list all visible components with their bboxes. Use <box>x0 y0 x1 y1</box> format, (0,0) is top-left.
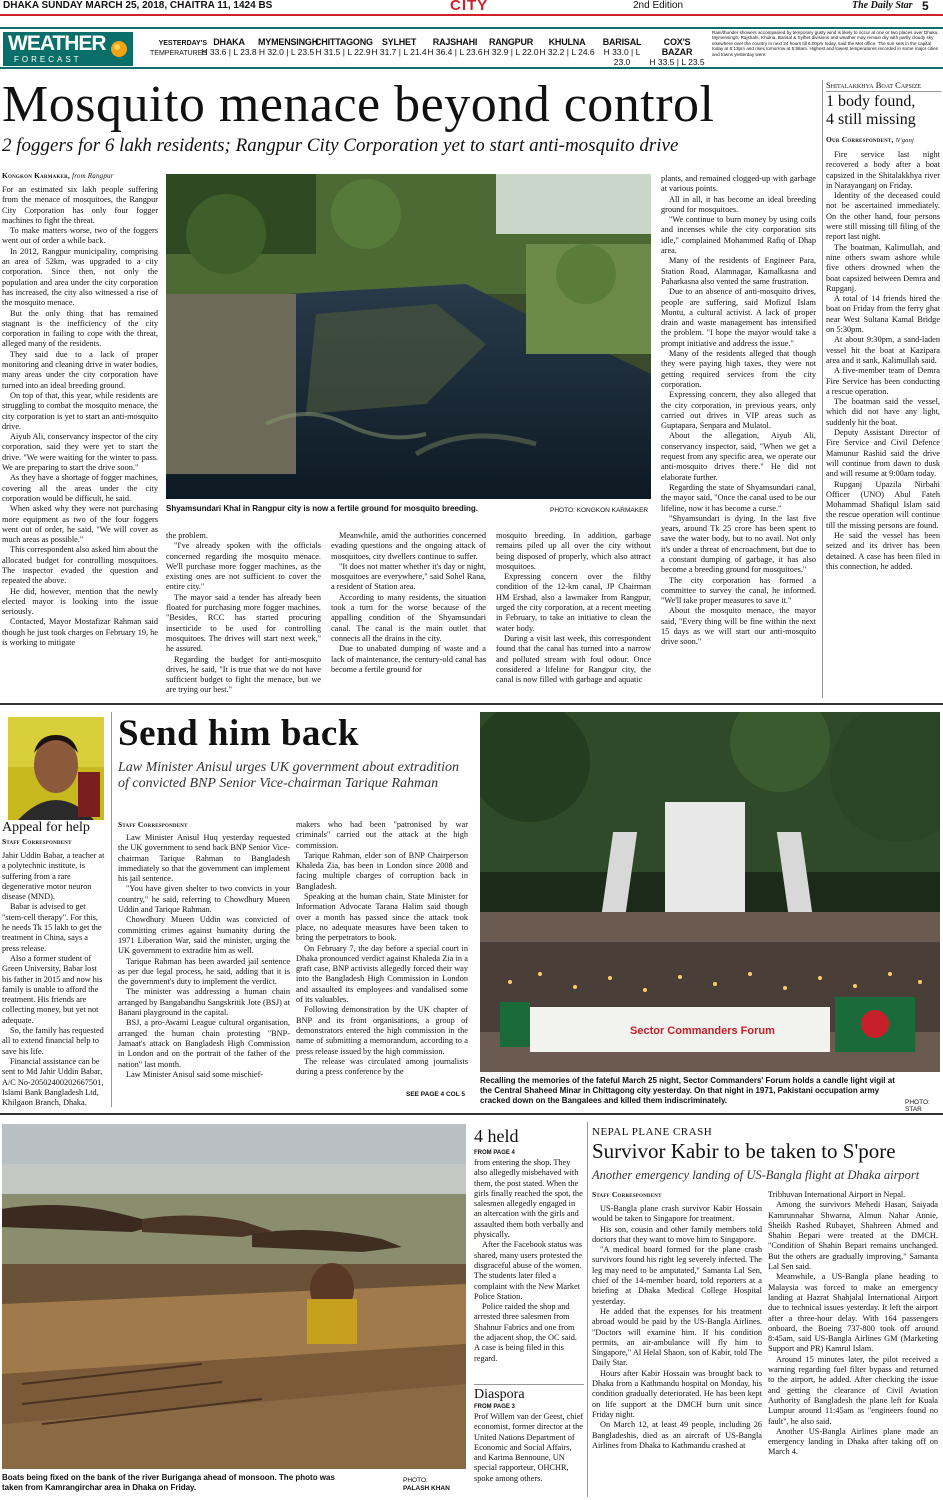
weather-city-name: KHULNA <box>548 37 586 47</box>
lead-col2 <box>166 531 321 695</box>
vigil-caption: Recalling the memories of the fateful March 25 night, Sector Commanders' Forum holds a candle light vigil at the Central Shaheed Minar in Chittagong city yesterday. On that night in 1971, Pakistani occupation army cracked down on the Bangalees and killed them indiscriminately. <box>480 1076 895 1105</box>
paragraph: At about 9:30pm, a sand-laden vessel hit the boat at Kazipara area and it sank, Kalimullah said. <box>826 335 940 365</box>
lead-col4 <box>496 531 651 695</box>
diaspora-headline: Diaspora <box>474 1387 525 1402</box>
weather-city <box>483 37 539 63</box>
babar-portrait <box>8 717 104 820</box>
boat-body <box>826 150 940 695</box>
kabir-kicker: NEPAL PLANE CRASH <box>592 1126 713 1138</box>
paragraph: "It does not matter whether it's day or night, mosquitoes are everywhere," said Sohel Rana, a resident of Station area. <box>331 561 486 592</box>
yesterday-label: YESTERDAY'S TEMPERATURES <box>150 40 208 57</box>
sendback-headline: Send him back <box>118 713 359 754</box>
weather-city <box>427 37 483 63</box>
canal-photo-credit: PHOTO: KONGKON KARMAKER <box>550 507 649 514</box>
paragraph: Babar is advised to get "stem-cell therapy". For this, he needs Tk 15 lakh to get the treatment in China, says a press release. <box>2 902 102 953</box>
paragraph: Due to unabated dumping of waste and a lack of maintenance, the century-old canal has become a fertile ground for <box>331 644 486 674</box>
weather-city-name: RAJSHAHI <box>432 37 478 47</box>
paragraph: On top of that, this year, while residents are struggling to combat the mosquito menace, the city corporation is yet to start an anti-mosquito drive. <box>2 390 158 431</box>
weather-band <box>0 27 943 69</box>
appeal-title: Appeal for help <box>2 820 90 835</box>
dateline: DHAKA SUNDAY MARCH 25, 2018, CHAITRA 11, 1424 BS <box>3 0 273 11</box>
weather-city-temps: H 31.5 | L 22.9 <box>315 47 371 57</box>
paragraph: BSJ, a pro-Awami League cultural organisation, arranged the human chain protesting "BNP-Jamaat's attack on Bangladesh High Commission in London and on the portrait of the father of the nation" last month. <box>118 1018 290 1069</box>
paragraph: His son, cousin and other family members told doctors that they want to move him to Singapore. <box>592 1224 762 1244</box>
boats-caption: Boats being fixed on the bank of the river Buriganga ahead of monsoon. The photo was taken from Kamrangirchar area in Dhaka on Friday. <box>2 1473 335 1492</box>
paragraph: He did, however, mention that the newly elected mayor is looking into the issue seriously. <box>2 586 158 617</box>
paragraph: He said the vessel has been seized and its driver has been detained. A case has been filed in this connection, he added. <box>826 530 940 571</box>
sendback-jump: SEE PAGE 4 COL 5 <box>406 1091 466 1098</box>
weather-city-name: RANGPUR <box>488 37 534 47</box>
weather-city-temps: H 32.0 | L 23.5 <box>258 47 315 57</box>
paragraph: the problem. <box>166 531 208 540</box>
lead-byline: Kongkon Karmaker, from Rangpur <box>2 171 114 180</box>
weather-title: WEATHER <box>8 32 106 55</box>
paragraph: The release was circulated among journalists during a press conference by the <box>296 1056 468 1077</box>
weather-city-temps: H 31.7 | L 21.4 <box>371 47 427 57</box>
paragraph: Contacted, Mayor Mostafizar Rahman said though he just took charges on February 19, he is working to mitigate <box>2 617 158 648</box>
paragraph: But the only thing that has remained stagnant is the inefficiency of the city corporation in failing to cope with the threat, alleged many of the residents. <box>2 308 158 349</box>
fourheld-body <box>474 1158 584 1384</box>
paragraph: Deputy Assistant Director of Fire Service and Civil Defence Mamunur Rashid said the drive will continue from dawn to dusk and will resume at 9:00am today. <box>826 428 940 479</box>
paragraph: As they have a shortage of fogger machines, covering all the areas under the city corporation would be difficult, he said. <box>2 473 158 503</box>
kabir-headline: Survivor Kabir to be taken to S'pore <box>592 1139 896 1163</box>
lead-col5 <box>661 174 816 695</box>
paragraph: On March 12, at least 49 people, including 26 Bangladeshis, died as an aircraft of US-Bangla Airlines from Dhaka to Kathmandu crashed at <box>592 1420 762 1450</box>
weather-title-box <box>3 32 133 66</box>
paragraph: "I've already spoken with the officials concerned regarding the mosquito menace. We'll purchase more fogger machines, as the existing ones are not sufficient to cover the entire city." <box>166 541 321 592</box>
canal-photo-image <box>166 174 651 499</box>
paragraph: Meanwhile, amid the authorities concerned evading questions and the ongoing attack of mosquitoes, city dwellers continue to suffer. <box>331 531 486 561</box>
paragraph: Tarique Rahman, elder son of BNP Chairperson Khaleda Zia, has been in London since 2008 and facing multiple charges of corruption back in Bangladesh. <box>296 850 468 891</box>
paragraph: The minister was addressing a human chain arranged by Bangabandhu Sangskritik Jote (BSJ) at Banani playground in the capital. <box>118 987 290 1018</box>
paragraph: Due to an absence of anti-mosquito drives, people are suffering, said Mofizul Islam Montu, a cultural activist. A lack of proper drain and waste management has intensified the problem. "I hope the mayor would take a prompt initiative and address the issue." <box>661 287 816 348</box>
paragraph: All in all, it has become an ideal breeding ground for mosquitoes. <box>661 194 816 214</box>
weather-subtitle: FORECAST <box>14 55 82 64</box>
paragraph: The boatman said the vessel, which did not have any light, suddenly hit the boat. <box>826 397 940 427</box>
masthead-logo: The Daily Star <box>852 0 913 11</box>
paragraph: Law Minister Anisul said some mischief- <box>126 1069 264 1079</box>
paragraph: They said due to a lack of proper monitoring and cleaning drive in water bodies, many areas under the city corporation have turned into an ideal breeding ground. <box>2 349 158 390</box>
weather-city-name: BARISAL <box>602 37 642 47</box>
weather-city-name: DHAKA <box>213 37 245 47</box>
weather-city-name: CHITTAGONG <box>315 37 373 47</box>
paragraph: About the mosquito menace, the mayor said, "Every thing will be fine within the next 15 days as we will start our anti-mosquito drive soon." <box>661 606 816 647</box>
weather-city <box>200 37 258 63</box>
paragraph: In 2012, Rangpur municipality, comprising an area of 52km, was upgraded to a city corporation. Since then, not only the population and area under the city corporation has increased, the city also witnessed a rise of the mosquito menace. <box>2 246 158 308</box>
lead-subhead: 2 foggers for 6 lakh residents; Rangpur City Corporation yet to start anti-mosquito drive <box>2 135 679 156</box>
paragraph: Police raided the shop and arrested three salesmen from Shahnur Fabrics and one from the adjacent shop, the OC said. A case is being filed in this regard. <box>474 1302 577 1363</box>
paragraph: Hours after Kabir Hossain was brought back to Dhaka from a Kathmandu hospital on Monday, his condition gradually deteriorated. He has been kept on life support at the DMCH burn unit since Friday night. <box>592 1368 762 1419</box>
fourheld-from: FROM PAGE 4 <box>474 1150 515 1156</box>
paragraph: Around 15 minutes later, the pilot received a warning regarding fuel filter bypass and returned to the airport, he added. After checking the issue and getting the clearance of Civil Aviation Authority of Bangladesh the plane left for Kuala Lumpur around 11:45am as "engineers found no fault", he also said. <box>768 1354 938 1426</box>
paragraph: Tarique Rahman has been awarded jail sentence as per due legal process, he said, adding that it is the government's duty to implement the verdict. <box>118 956 290 987</box>
weather-city <box>649 37 705 67</box>
weather-city-name: SYLHET <box>381 37 417 47</box>
boat-kicker: Shitalakkhya Boat Capsize <box>826 80 922 90</box>
fourheld-headline: 4 held <box>474 1126 519 1146</box>
kabir-col1 <box>592 1204 762 1498</box>
paragraph: "A medical board formed for the plane crash survivors found his right leg severely infected. The leg may need to be amputated," Samanta Lal Sen, chief of the 14-member board, told reporters at a briefing at Dhaka Medical College Hospital yesterday. <box>592 1245 762 1306</box>
boats-credit: PHOTO: PALASH KHAN <box>403 1477 450 1492</box>
paragraph: So, the family has requested all to extend financial help to save his life. <box>2 1026 104 1056</box>
weather-cities <box>200 37 705 67</box>
paragraph: Prof Willem van der Geest, chief economist, former director at the United Nations Department of Economic and Social Affairs, and Karima Bennoune, UN special rapporteur, OHCHR, spoke among others. <box>474 1412 584 1483</box>
kabir-byline: Staff Correspondent <box>592 1190 662 1199</box>
paragraph: Many of the residents alleged that though they were paying high taxes, they were not getting required services from the city corporation. <box>661 349 816 389</box>
paragraph: Another US-Bangla Airlines plane made an emergency landing in Dhaka after taking off on March 4. <box>768 1426 938 1457</box>
paragraph: Law Minister Anisul Huq yesterday requested the UK government to send back BNP Senior Vice-chairman Tarique Rahman to Bangladesh immediately so that the government can implement his jail sentence. <box>118 833 290 884</box>
paragraph: "We continue to burn money by using coils and incenses while the city corporation sits idle," complained Mohammed Rafiq of Dhap area. <box>661 215 816 256</box>
vigil-banner-text: Sector Commanders Forum <box>630 1025 775 1037</box>
weather-city <box>595 37 649 67</box>
kabir-col2 <box>768 1190 938 1498</box>
paragraph: On February 7, the day before a special court in Dhaka pronounced verdict against Khaleda Zia in a graft case, BNP activists allegedly forced their way into the Bangladesh High Commission in London and assaulted its employees and vandalised some of its valuables. <box>296 943 468 1005</box>
paragraph: Also a former student of Green University, Babar lost his father in 2015 and now his family is unable to afford the treatment. His friends are collecting money, but yet not adequate. <box>2 953 103 1025</box>
sendback-col1 <box>118 833 290 1105</box>
paragraph: Chowdhury Mueen Uddin was convicted of committing crimes against humanity during the 1971 Liberation War, said the minister, urging the UK government to extradite him as well. <box>118 915 290 956</box>
paragraph: Following demonstration by the UK chapter of BNP and its front organisations, a group of demonstrators entered the high commission in the name of submitting a memorandum, according to a press release issued by the high commission. <box>296 1005 468 1056</box>
paragraph: "Shyamsundari is dying. In the last five years, around Tk 25 crore has been spent to save the water body, but to no avail. Not only it's under a threat of encroachment, but due to a constant dumping of garbage, it has also become a breeding ground for mosquitoes." <box>661 513 816 575</box>
vigil-credit: PHOTO: STAR <box>905 1099 930 1113</box>
weather-city-temps: H 36.4 | L 23.6 <box>427 47 483 57</box>
boat-headline: 1 body found, 4 still missing <box>826 93 916 128</box>
paragraph: Fire service last night recovered a body after a boat capsized in the Shitalakkhya river in Narayanganj on Friday. <box>826 150 940 190</box>
paragraph: Speaking at the human chain, State Minister for Information Advocate Tarana Halim said though over a month has passed since the attack took place, no adequate measures have been taken to bring the perpetrators to book. <box>296 892 468 943</box>
paragraph: The mayor said a tender has already been floated for purchasing more fogger machines. "Besides, RCC has started procuring insecticide to be used for controlling mosquitoes. The drives will start next week," he assured. <box>166 592 321 654</box>
weather-city <box>371 37 427 63</box>
weather-city <box>539 37 595 63</box>
lead-col1 <box>2 185 158 695</box>
edition-label: 2nd Edition <box>633 0 684 11</box>
weather-city-name: COX'S BAZAR <box>661 37 693 57</box>
paragraph: When asked why they were not purchasing more equipment as two of the four foggers went out of order, he said, "We will cover as much areas as possible." <box>2 504 158 545</box>
sun-icon <box>108 38 130 60</box>
appeal-byline: Staff Correspondent <box>2 837 72 846</box>
paragraph: Jahir Uddin Babar, a teacher at a polytechnic institute, is suffering from a rare degenerative motor neuron disease (MND). <box>2 851 105 902</box>
page-header <box>0 0 943 14</box>
page-number: 5 <box>922 0 929 13</box>
canal-photo-caption: Shyamsundari Khal in Rangpur city is now a fertile ground for mosquito breeding. <box>166 504 479 513</box>
paragraph: Many of the residents of Engineer Para, Station Road, Alamnagar, Kamalkasna and Paharkasna also vented the same frustration. <box>661 256 816 286</box>
lead-col3 <box>331 531 486 695</box>
weather-city-temps: H 32.9 | L 22.0 <box>483 47 539 57</box>
paragraph: Expressing concern, they also alleged that the city corporation, in previous years, only carried out drives in VIP areas such as Guptapara, Senpara and Mulatol. <box>661 390 816 431</box>
paragraph: He added that the expenses for his treatment abroad would be paid by the US-Bangla Airlines. "Doctors will examine him. If his condition permits, an air-ambulance will fly him to Singapore," Al Helal Shaon, son of Kabir, told The Daily Star. <box>592 1306 762 1368</box>
section-name: CITY <box>450 0 489 14</box>
diaspora-from: FROM PAGE 3 <box>474 1404 515 1410</box>
canal-photo <box>166 174 651 499</box>
paragraph: US-Bangla plane crash survivor Kabir Hossain would be taken to Singapore for treatment. <box>592 1204 762 1224</box>
weather-city-temps: H 33.0 | L 23.0 <box>603 47 641 67</box>
paragraph: The boatman, Kalimullah, and nine others swam ashore while five others drowned when the boat capsized between Demra and Rupganj. <box>826 242 940 293</box>
paragraph: Financial assistance can be sent to Md Jahir Uddin Babar, A/C No-20502400202667501, Islami Bank Bangladesh Ltd, Khilgaon Branch, Dhaka. <box>2 1056 104 1108</box>
boat-byline: Our Correspondent, N'ganj <box>826 135 915 144</box>
paragraph: Identity of the deceased could not be ascertained immediately. On the other hand, four persons were still missing till filing of the report last night. <box>826 191 940 242</box>
weather-city-temps: H 33.5 | L 23.5 <box>649 57 705 67</box>
paragraph: "You have given shelter to two convicts in your country," he said, referring to Chowdhury Mueen Uddin and Tarique Rahman. <box>118 884 290 915</box>
paragraph: Meanwhile, a US-Bangla plane heading to Malaysia was forced to make an emergency landing at Hazrat Shahjalal International Airport due to technical issues yesterday. It left the airport after a three-hour delay. With 164 passengers onboard, the Boeing 737-800 took off around 8:45am, said US-Bangla Airlines GM (Marketing Support and PR) Kamrul Islam. <box>768 1272 938 1354</box>
paragraph: Regarding the state of Shyamsundari canal, the mayor said, "Once the canal used to be our lifeline, now it has become a curse." <box>661 482 816 513</box>
paragraph: Aiyub Ali, conservancy inspector of the city corporation, said they were yet to start the drive. "We were waiting for the winter to pass. We are preparing to start the drive soon." <box>2 432 158 473</box>
paragraph: from entering the shop. They also allegedly misbehaved with them, the post stated. When the girls finally reached the spot, the salesmen allegedly engaged in an altercation with the girls and assaulted them both verbally and physically. <box>474 1158 584 1240</box>
weather-city-temps: H 32.2 | L 24.6 <box>539 47 595 57</box>
paragraph: Regarding the budget for anti-mosquito drives, he said, "It is true that we do not have sufficient budget to fight the menace, but we are trying our best." <box>166 654 321 695</box>
paragraph: After the Facebook status was shared, many users protested the disgraceful abuse of the women. The students later filed a complaint with the New Market Police Station. <box>474 1240 583 1301</box>
lead-headline: Mosquito menace beyond control <box>2 76 715 133</box>
weather-city-name: MYMENSINGH <box>258 37 319 47</box>
appeal-body <box>2 851 106 1111</box>
weather-city <box>258 37 319 63</box>
paragraph: About the allegation, Aiyub Ali, conservancy inspector, said, "When we get a request from any specific area, we operate our anti-mosquito drives there." He did not elaborate further. <box>661 431 816 482</box>
sendback-col2 <box>296 820 468 1092</box>
weather-city-temps: H 33.6 | L 23.8 <box>201 47 257 57</box>
diaspora-body <box>474 1412 584 1496</box>
paragraph: During a visit last week, this correspondent found that the canal has turned into a narrow and polluted stream with foul odour. Once considered a lifeline for Rangpur city, the canal is now filled with garbage and aquatic <box>496 633 651 685</box>
paragraph: This correspondent also asked him about the allocated budget for controlling mosquitoes. The inspector evaded the question and repeated the above. <box>2 545 158 586</box>
paragraph: For an estimated six lakh people suffering from the menace of mosquitoes, the Rangpur City Corporation has only four fogger machines to fight the threat. <box>2 185 158 225</box>
paragraph: The city corporation has formed a committee to survey the canal, he informed. "We'll take proper measures to save it." <box>661 575 816 606</box>
paragraph: Rupganj Upazila Nirbahi Officer (UNO) Abul Fateh Mohammad Shafiqul Islam said the rescue operation will continue till the missing persons are found. <box>826 479 940 530</box>
weather-city <box>315 37 371 63</box>
weather-forecast-text: Rain/thunder showers accompanied by temporary gusty wind is likely to occur at one or two places over Dhaka, Mymensingh, Rajshahi, Khulna, Barisal & Sylhet divisions and weather may remain dry with partly cloudy sky elsewhere over the country in next 24 hours till 6:00pm today, said the Met office. The sun sets in the capital today at 6:13pm and rises tomorrow at 5:58am. Highest and lowest temperatures recorded in some major cities and towns yesterday were: <box>712 30 939 57</box>
paragraph: Tribhuvan International Airport in Nepal. <box>768 1190 906 1199</box>
paragraph: Among the survivors Mehedi Hasan, Saiyada Kamrunnahar Shwarna, Almun Nahar Annie, Sheikh Rashed Rubayet, Shahreen Ahmed and Shahin Bepari were treated at the DMCH. "Condition of Shahin Bepari remains unchanged. But the others are gradually improving," Samanta Lal Sen said. <box>768 1200 938 1272</box>
boats-photo <box>2 1124 466 1469</box>
paragraph: mosquito breeding. In addition, garbage remains piled up all over the city without being disposed of properly, which also attract mosquitoes. <box>496 531 651 571</box>
paragraph: plants, and remained clogged-up with garbage at various points. <box>661 174 816 194</box>
sendback-subhead: Law Minister Anisul urges UK government about extradition of convicted BNP Senior Vice-chairman Tarique Rahman <box>118 760 460 791</box>
paragraph: Expressing concern over the filthy condition of the 12-km canal, JP Chairman HM Ershad, also a lawmaker from Rangpur, urged the city corporation, at a recent meeting in February, to take an initiative to clean the water body. <box>496 572 651 633</box>
paragraph: To make matters worse, two of the foggers went out of order a while back. <box>2 226 158 246</box>
kabir-subhead: Another emergency landing of US-Bangla flight at Dhaka airport <box>592 1168 920 1182</box>
paragraph: A five-member team of Demra Fire Service has been conducting a rescue operation. <box>826 366 940 396</box>
paragraph: makers who had been "patronised by war criminals" carried out the attack at the high commission. <box>296 820 468 850</box>
paragraph: A total of 14 friends hired the boat on Friday from the ferry ghat near West Sultana Kamal Bridge on 5:30pm. <box>826 294 940 335</box>
sendback-byline: Staff Correspondent <box>118 820 188 829</box>
paragraph: According to many residents, the situation took a turn for the worse because of the appalling condition of the Shyamsundari canal. The canal is the main outlet that connects all the drains in the city. <box>331 592 486 643</box>
vigil-photo <box>480 712 940 1072</box>
